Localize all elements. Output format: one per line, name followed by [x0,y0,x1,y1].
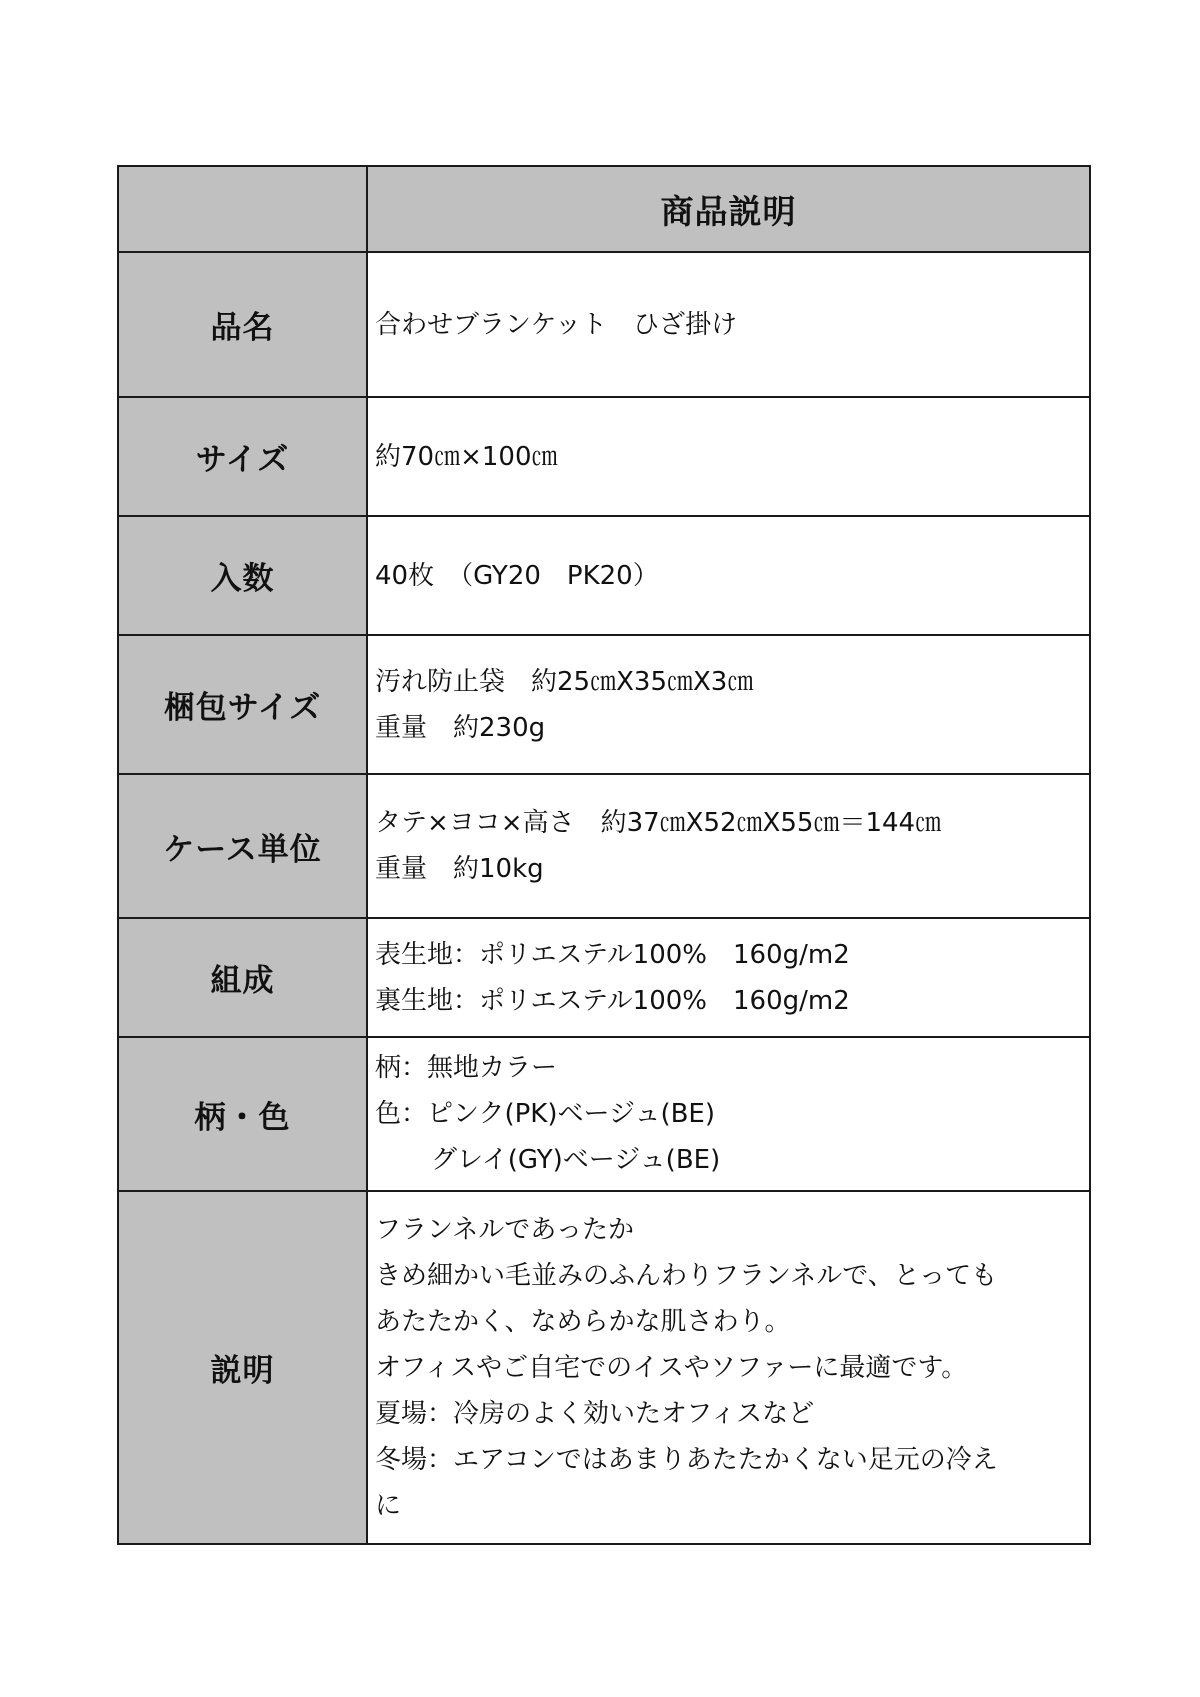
row-label-composition: 組成 [118,918,367,1037]
value-line: 合わせブランケット ひざ掛け [375,309,738,340]
value-line: 柄：無地カラー [375,1053,558,1083]
value-line: 汚れ防止袋 約25㎝X35㎝X3㎝ [375,666,754,697]
row-value-quantity [367,516,1090,635]
row-value-composition [367,918,1090,1037]
row-value-description [367,1191,1090,1544]
row-value-case-unit [367,774,1090,918]
value-line: あたたかく、なめらかな肌さわり。 [375,1306,791,1337]
value-line: 冬場：エアコンではあまりあたたかくない足元の冷え [375,1444,998,1475]
table-row-pattern-color [118,1037,1090,1191]
value-line: に [375,1490,402,1521]
header-title: 商品説明 [367,166,1090,252]
row-label-quantity: 入数 [118,516,367,635]
row-value-size [367,397,1090,516]
table-row-package-size [118,635,1090,774]
value-line: 重量 約10kg [375,854,544,884]
row-value-package-size [367,635,1090,774]
value-line: 色：ピンク(PK)ベージュ(BE) [375,1099,716,1129]
row-value-pattern-color [367,1037,1090,1191]
value-line: 表生地：ポリエステル100% 160g/m2 [375,939,850,970]
table-row-composition [118,918,1090,1037]
value-line: フランネルであったか [375,1214,634,1245]
table-row-quantity [118,516,1090,635]
row-label-package-size: 梱包サイズ [118,635,367,774]
product-spec-table [117,165,1091,1545]
value-line: 重量 約230g [375,712,546,743]
value-line: オフィスやご自宅でのイスやソファーに最適です。 [375,1352,968,1383]
row-label-description: 説明 [118,1191,367,1544]
value-line: きめ細かい毛並みのふんわりフランネルで、とっても [375,1260,998,1291]
row-label-case-unit: ケース単位 [118,774,367,918]
table-row-size [118,397,1090,516]
row-label-product-name: 品名 [118,252,367,397]
value-line: 夏場：冷房のよく効いたオフィスなど [375,1398,815,1429]
value-line: 40枚 （GY20 PK20） [375,560,659,591]
row-label-pattern-color: 柄・色 [118,1037,367,1191]
table-header-row [118,166,1090,252]
value-line: 裏生地：ポリエステル100% 160g/m2 [375,985,850,1016]
row-label-size: サイズ [118,397,367,516]
table-row-product-name [118,252,1090,397]
row-value-product-name [367,252,1090,397]
table-row-case-unit [118,774,1090,918]
value-line: 約70㎝×100㎝ [375,441,558,472]
value-line: タテ×ヨコ×高さ 約37㎝X52㎝X55㎝＝144㎝ [375,808,942,838]
header-blank-cell [118,166,367,252]
value-line: グレイ(GY)ベージュ(BE) [431,1145,721,1175]
table-row-description [118,1191,1090,1544]
